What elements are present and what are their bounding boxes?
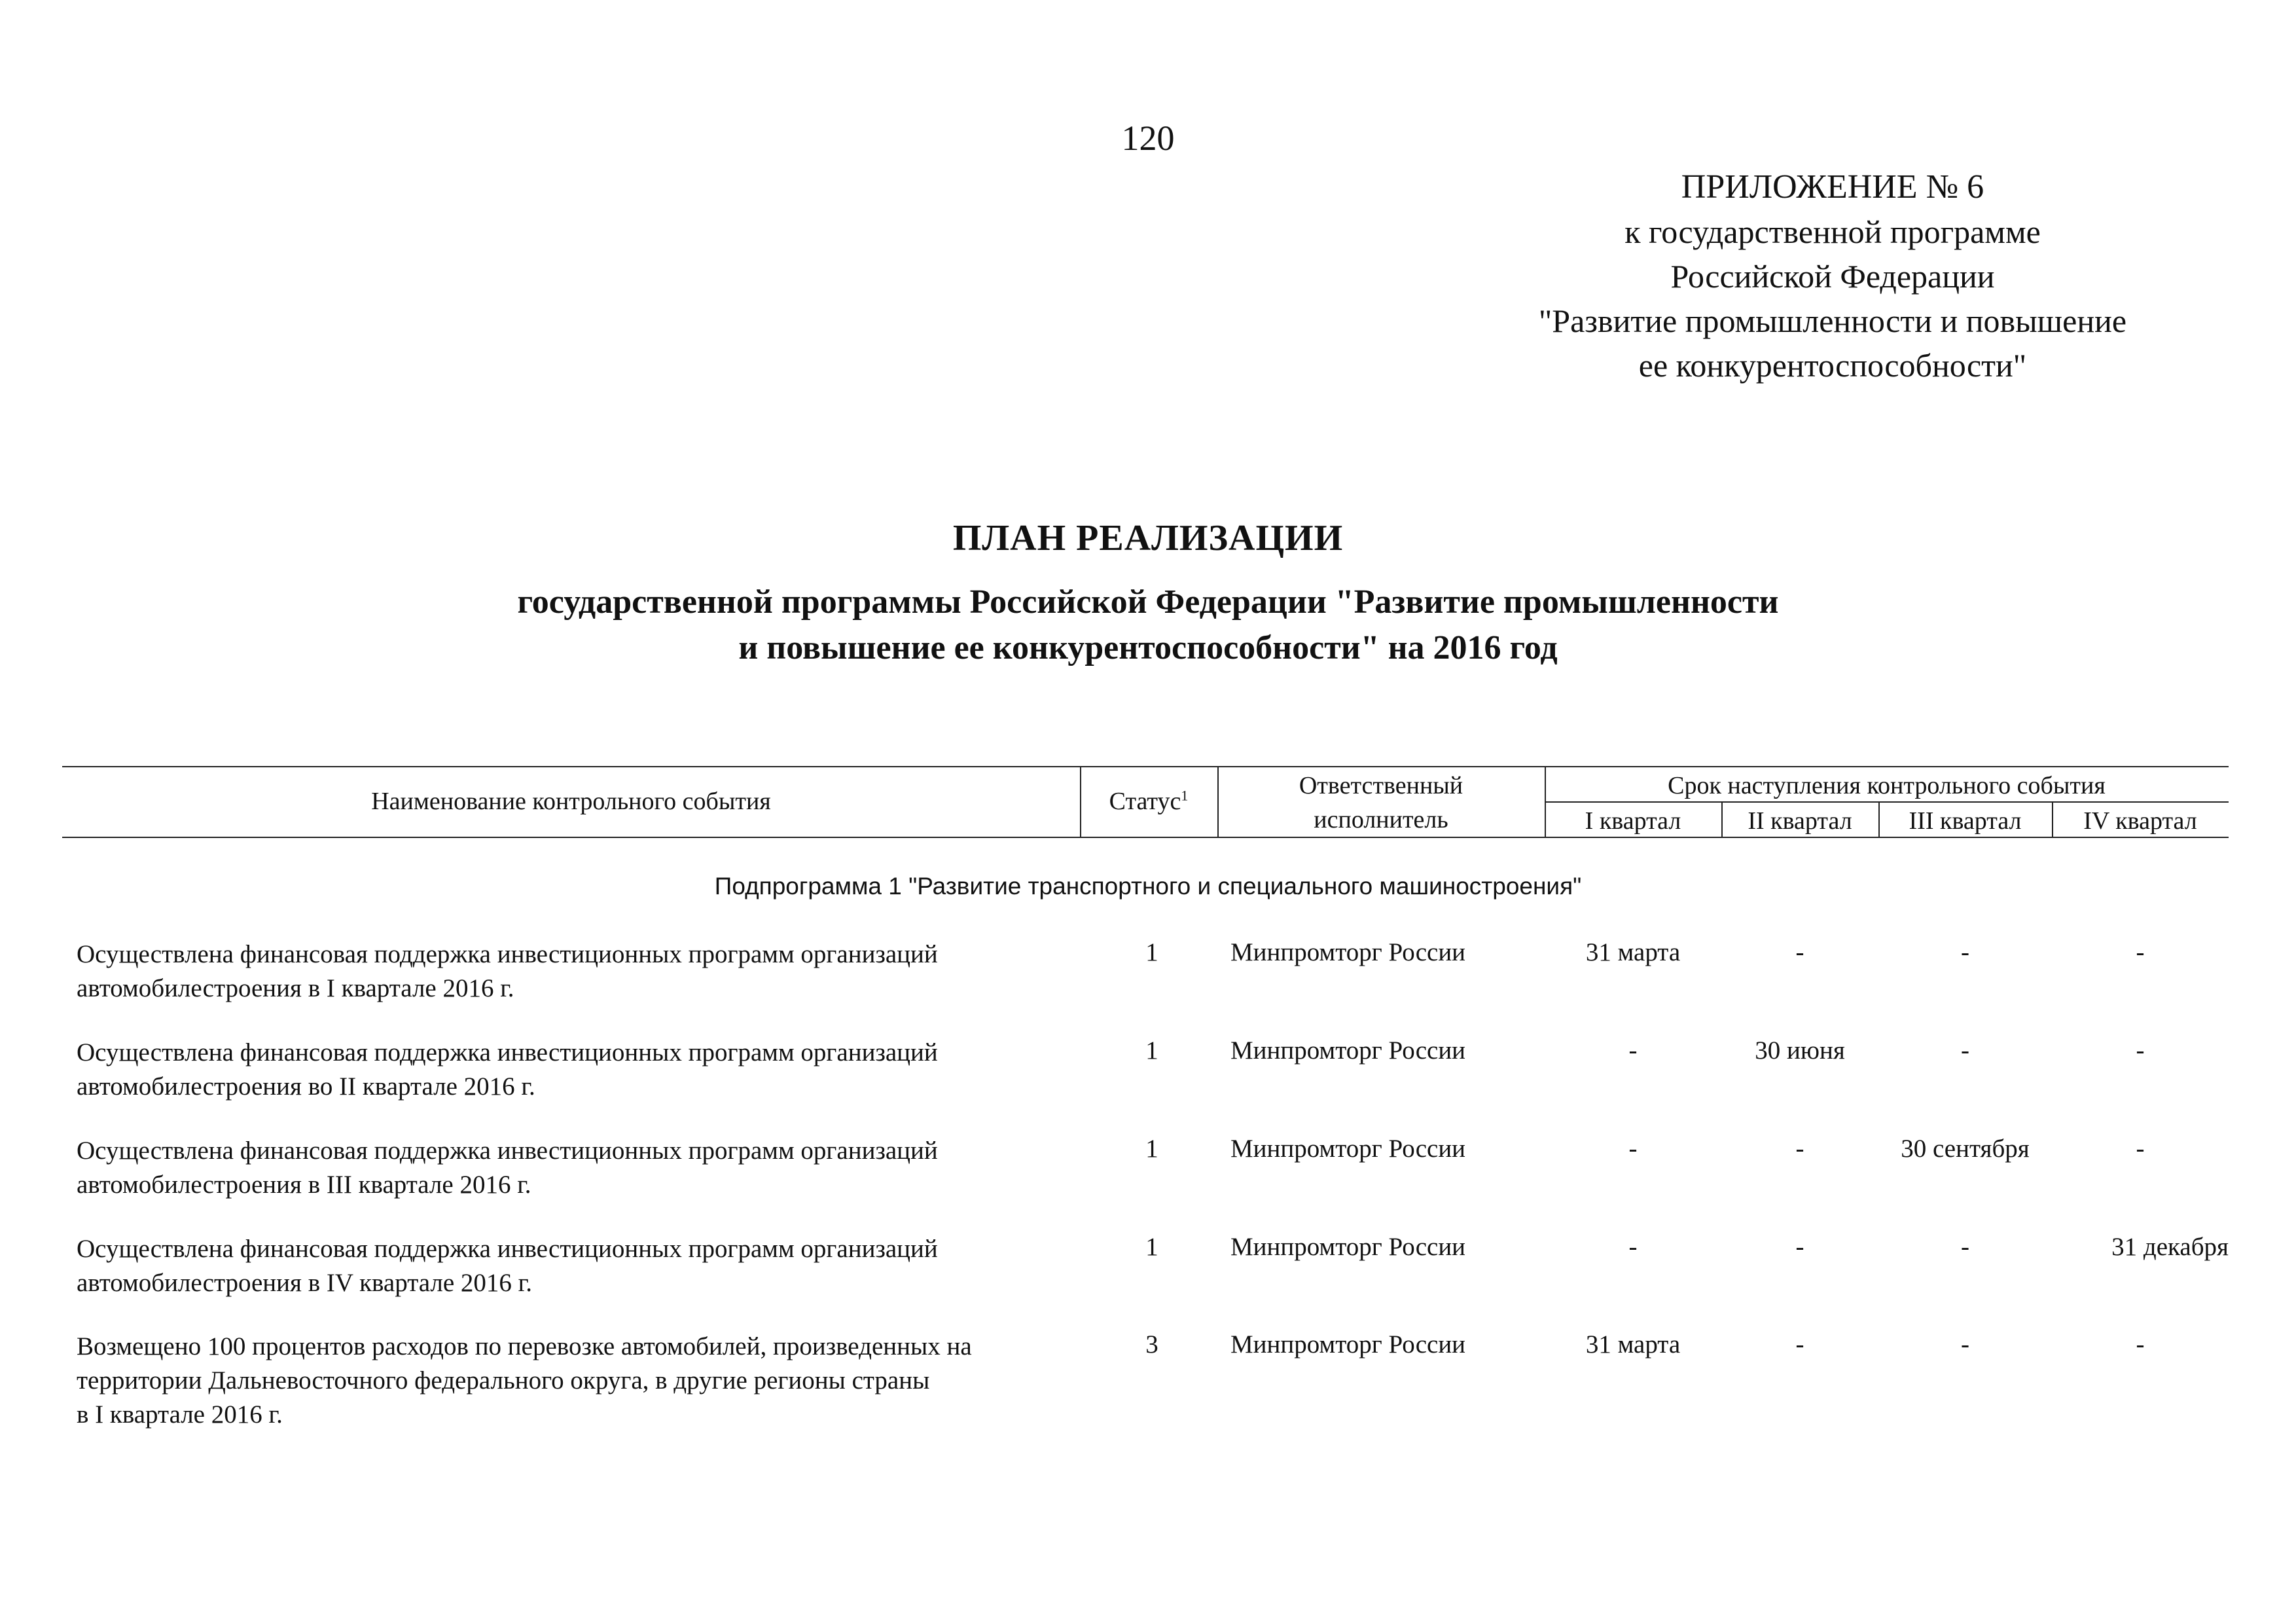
event-name-line: Возмещено 100 процентов расходов по перевозке автомобилей, произведенных на xyxy=(77,1332,972,1360)
event-q4: 31 декабря xyxy=(2111,1233,2229,1261)
event-q4: - xyxy=(2136,1330,2145,1359)
header-responsible-line: исполнитель xyxy=(1314,806,1448,833)
event-q1: - xyxy=(1628,1233,1638,1261)
event-responsible: Минпромторг России xyxy=(1230,1233,1466,1261)
event-status: 1 xyxy=(1145,1036,1158,1065)
event-q1: - xyxy=(1628,1135,1638,1163)
event-q1: 31 марта xyxy=(1585,1330,1681,1359)
appendix-line: "Развитие промышленности и повышение xyxy=(1538,302,2127,339)
event-q4: - xyxy=(2136,1135,2145,1163)
header-status xyxy=(1080,787,1217,816)
plan-subtitle-line: и повышение ее конкурентоспособности" на 2016 год xyxy=(738,629,1558,666)
header-responsible xyxy=(1217,771,1545,834)
event-status: 1 xyxy=(1145,1233,1158,1261)
event-name-line: Осуществлена финансовая поддержка инвестиционных программ организаций xyxy=(77,1235,938,1263)
event-status: 1 xyxy=(1145,1135,1158,1163)
event-name-line: автомобилестроения в IV квартале 2016 г. xyxy=(77,1269,533,1297)
event-name-line: территории Дальневосточного федерального округа, в другие регионы страны xyxy=(77,1366,930,1395)
header-top-rule xyxy=(62,766,2229,767)
event-responsible: Минпромторг России xyxy=(1230,938,1466,966)
plan-title: ПЛАН РЕАЛИЗАЦИИ xyxy=(952,518,1344,558)
event-q3: - xyxy=(1961,1233,1969,1261)
event-status: 1 xyxy=(1145,938,1158,966)
event-q3: 30 сентября xyxy=(1901,1135,2030,1163)
page-number: 120 xyxy=(1121,119,1175,158)
event-name-line: Осуществлена финансовая поддержка инвестиционных программ организаций xyxy=(77,940,938,968)
plan-subtitle xyxy=(0,579,2296,671)
deadline-divider-rule xyxy=(1545,801,2229,803)
header-name: Наименование контрольного события xyxy=(371,788,771,815)
event-name-line: автомобилестроения в III квартале 2016 г. xyxy=(77,1171,531,1199)
event-name xyxy=(77,1330,1071,1432)
event-name xyxy=(77,1232,1071,1300)
event-q2: - xyxy=(1795,1330,1804,1359)
header-deadline: Срок наступления контрольного события xyxy=(1668,772,2106,799)
plan-subtitle-line: государственной программы Российской Федерации "Развитие промышленности xyxy=(517,583,1779,621)
event-responsible: Минпромторг России xyxy=(1230,1135,1466,1163)
event-name-line: автомобилестроения в I квартале 2016 г. xyxy=(77,974,514,1002)
event-q3: - xyxy=(1961,1036,1969,1065)
event-responsible: Минпромторг России xyxy=(1230,1330,1466,1359)
event-status: 3 xyxy=(1145,1330,1158,1359)
event-q4: - xyxy=(2136,938,2145,966)
table-header xyxy=(62,766,2229,838)
event-q1: - xyxy=(1628,1036,1638,1065)
appendix-line: к государственной программе xyxy=(1624,213,2041,250)
appendix-line: ее конкурентоспособности" xyxy=(1638,347,2027,384)
event-name xyxy=(77,1036,1071,1104)
event-q2: - xyxy=(1795,1135,1804,1163)
event-q1: 31 марта xyxy=(1585,938,1681,966)
event-name xyxy=(77,938,1071,1006)
appendix-line: Российской Федерации xyxy=(1670,258,1995,295)
appendix-block xyxy=(1440,165,2225,388)
subprogram-heading: Подпрограмма 1 "Развитие транспортного и специального машиностроения" xyxy=(714,873,1582,900)
event-q3: - xyxy=(1961,1330,1969,1359)
header-responsible-line: Ответственный xyxy=(1299,772,1463,799)
appendix-title: ПРИЛОЖЕНИЕ № 6 xyxy=(1681,168,1984,206)
event-q3: - xyxy=(1961,938,1969,966)
header-quarter-4: IV квартал xyxy=(2083,807,2197,835)
header-quarter-3: III квартал xyxy=(1909,807,2022,835)
header-quarter-1: I квартал xyxy=(1585,807,1681,835)
event-name-line: Осуществлена финансовая поддержка инвестиционных программ организаций xyxy=(77,1038,938,1067)
event-responsible: Минпромторг России xyxy=(1230,1036,1466,1065)
event-name-line: в I квартале 2016 г. xyxy=(77,1400,283,1429)
event-name xyxy=(77,1134,1071,1202)
event-q4: - xyxy=(2136,1036,2145,1065)
event-q2: - xyxy=(1795,1233,1804,1261)
event-q2: 30 июня xyxy=(1755,1036,1845,1065)
event-name-line: Осуществлена финансовая поддержка инвестиционных программ организаций xyxy=(77,1137,938,1165)
event-q2: - xyxy=(1795,938,1804,966)
event-name-line: автомобилестроения во II квартале 2016 г. xyxy=(77,1072,535,1101)
header-status-label: Статус xyxy=(1109,788,1181,815)
status-footnote-mark: 1 xyxy=(1181,787,1189,804)
header-quarter-2: II квартал xyxy=(1748,807,1852,835)
header-bottom-rule xyxy=(62,837,2229,838)
